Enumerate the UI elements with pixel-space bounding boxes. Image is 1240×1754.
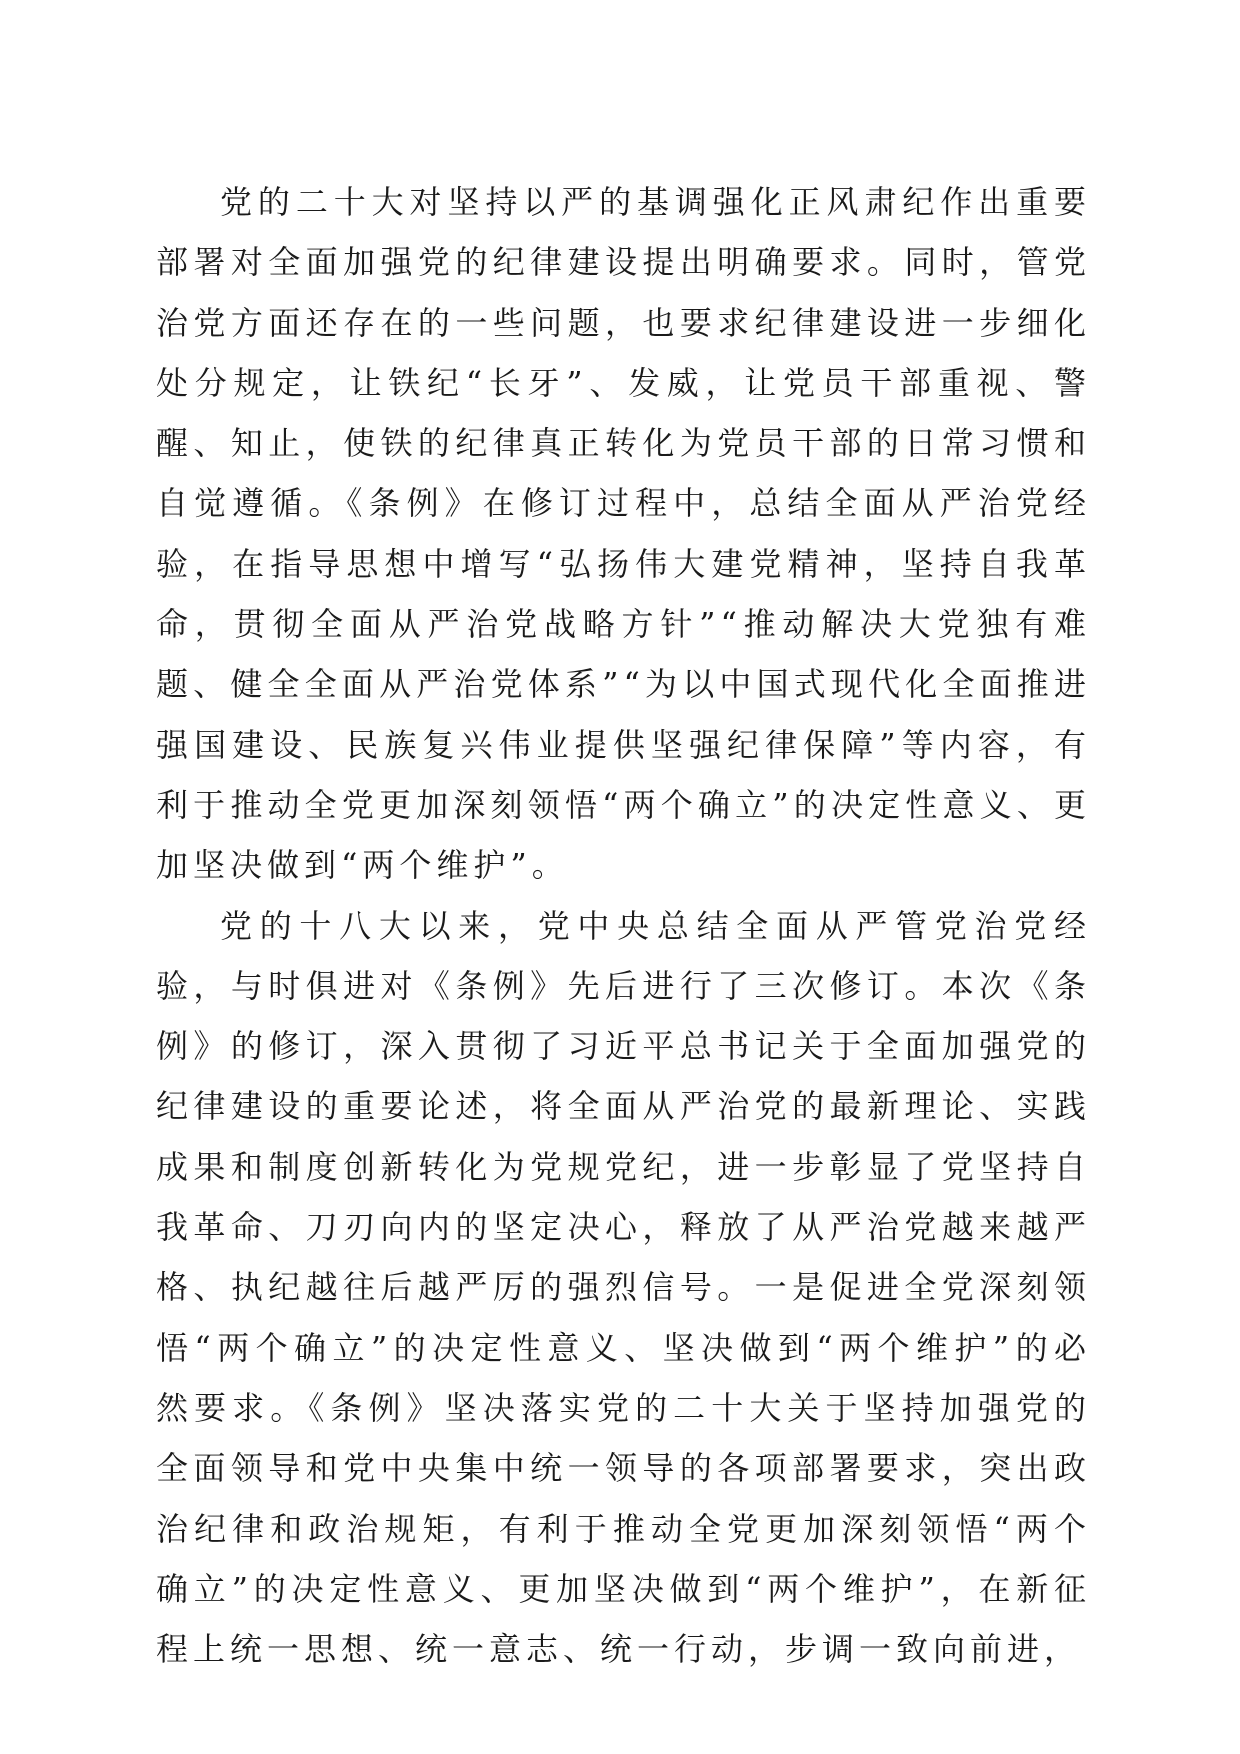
paragraph-2: 党的十八大以来，党中央总结全面从严管党治党经验，与时俱进对《条例》先后进行了三次修订。本次《条例》的修订，深入贯彻了习近平总书记关于全面加强党的纪律建设的重要论述，将全面从严治党的最新理论、实践成果和制度创新转化为党规党纪，进一步彰显了党坚持自我革命、刀刃向内的坚定决心，释放了从严治党越来越严格、执纪越往后越严厉的强烈信号。一是促进全党深刻领悟“两个确立”的决定性意义、坚决做到“两个维护”的必然要求。《条例》坚决落实党的二十大关于坚持加强党的全面领导和党中央集中统一领导的各项部署要求，突出政治纪律和政治规矩，有利于推动全党更加深刻领悟“两个确立”的决定性意义、更加坚决做到“两个维护”，在新征程上统一思想、统一意志、统一行动，步调一致向前进， [156, 906, 1091, 1669]
document-body [156, 172, 1091, 1679]
paragraph-1: 党的二十大对坚持以严的基调强化正风肃纪作出重要部署对全面加强党的纪律建设提出明确要求。同时，管党治党方面还存在的一些问题，也要求纪律建设进一步细化处分规定，让铁纪“长牙”、发威，让党员干部重视、警醒、知止，使铁的纪律真正转化为党员干部的日常习惯和自觉遵循。《条例》在修订过程中，总结全面从严治党经验，在指导思想中增写“弘扬伟大建党精神，坚持自我革命，贯彻全面从严治党战略方针”“推动解决大党独有难题、健全全面从严治党体系”“为以中国式现代化全面推进强国建设、民族复兴伟业提供坚强纪律保障”等内容，有利于推动全党更加深刻领悟“两个确立”的决定性意义、更加坚决做到“两个维护”。 [156, 183, 1091, 885]
